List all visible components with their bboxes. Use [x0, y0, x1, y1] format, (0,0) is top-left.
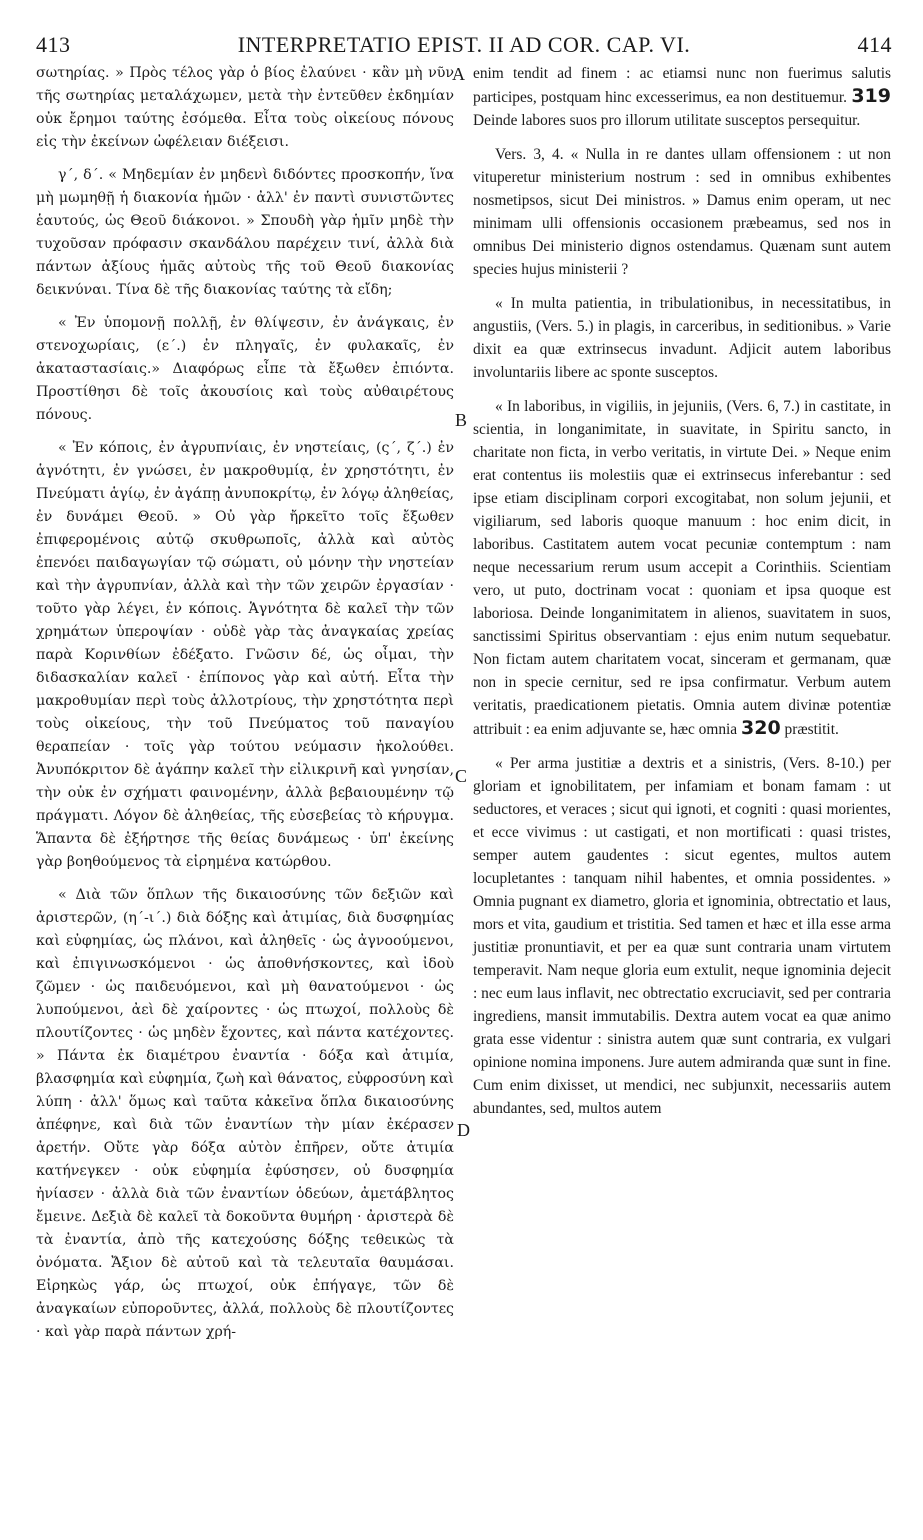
page-number-right: 414 — [857, 32, 892, 57]
latin-text: præstitit. — [784, 721, 839, 738]
greek-paragraph: « Ἐν κόποις, ἐν ἀγρυπνίαις, ἐν νηστείαις, (ς΄, ζ΄.) ἐν ἁγνότητι, ἐν γνώσει, ἐν μακροθυμίᾳ, ἐν χρηστότητι, ἐν Πνεύματι ἁγίῳ, ἐν ἀγάπῃ ἀνυποκρίτῳ, ἐν λόγῳ ἀληθείας, ἐν δυνάμει Θεοῦ. » Οὐ γὰρ ἤρκεῖτο τοῖς ἔξωθεν ἐπιφερομένοις αὐτῷ σκυθρωποῖς, ἀλλὰ καὶ αὐτὸς ἐπενόει παιδαγωγίαν τῷ σώματι, οὐ μόνην τὴν νηστείαν καὶ τὴν ἀγρυπνίαν, ἀλλὰ καὶ τὴν τῶν χειρῶν ἐργασίαν · τοῦτο γὰρ λέγει, ἐν κόποις. Ἁγνότητα δὲ καλεῖ τὴν τῶν χρημάτων ὑπεροψίαν · οὐδὲ γὰρ τὰς ἀναγκαίας χρείας παρὰ Κορινθίων ἐδέξατο. Γνῶσιν δέ, ὡς οἶμαι, τὴν διδασκαλίαν καλεῖ · ἐπίπονος γὰρ καὶ αὐτή. Εἶτα τὴν μακροθυμίαν περὶ τοὺς ἀλλοτρίους, τὴν χρηστότητα περὶ τοὺς οἰκείους, τὴν τοῦ Πνεύματος τοῦ παναγίου θεραπείαν · τοῖς γὰρ τούτου νεύμασιν ἠκολούθει. Ἀνυπόκριτον δὲ ἀγάπην καλεῖ τὴν εἰλικρινῆ καὶ γνησίαν, τὴν οὐκ ἐν σχήματι φαινομένην, ἀλλὰ βεβαιουμένην τῷ πράγματι. Λόγον δὲ ἀληθείας, τῆς εὐσεβείας τὸ κήρυγμα. Ἅπαντα δὲ ἐξήρτησε τῆς θείας δυνάμεως · ὑπ' ἐκείνης γὰρ βοηθούμενος τὰ εἰρημένα κατώρθου. — [36, 440, 454, 870]
latin-text: enim tendit ad finem : ac etiamsi nunc non fuerimus salutis participes, postquam hinc excesserimus, ea non destituemur. — [473, 65, 891, 106]
running-title: INTERPRETATIO EPIST. II AD COR. CAP. VI. — [237, 32, 691, 57]
greek-paragraph: « Διὰ τῶν ὅπλων τῆς δικαιοσύνης τῶν δεξιῶν καὶ ἀριστερῶν, (η΄-ι΄.) διὰ δόξης καὶ ἀτιμίας, διὰ δυσφημίας καὶ εὐφημίας, ὡς πλάνοι, καὶ ἀληθεῖς · ὡς ἀγνοούμενοι, καὶ ἐπιγινωσκόμενοι · ὡς ἀποθνήσκοντες, καὶ ἰδοὺ ζῶμεν · ὡς παιδευόμενοι, καὶ μὴ θανατούμενοι · ὡς λυπούμενοι, ἀεὶ δὲ χαίροντες · ὡς πτωχοί, πολλοὺς δὲ πλουτίζοντες · ὡς μηδὲν ἔχοντες, καὶ πάντα κατέχοντες. » Πάντα ἐκ διαμέτρου ἐναντία · δόξα καὶ ἀτιμία, βλασφημία καὶ εὐφημία, ζωὴ καὶ θάνατος, εὐφροσύνη καὶ λύπη · ἀλλ' ὅμως καὶ ταῦτα κἀκεῖνα ὅπλα δικαιοσύνης ἀπέφηνε, καὶ διὰ τῶν ἐναντίων τὴν μίαν ἐκέρασεν ἀρετήν. Οὔτε γὰρ δόξα αὐτὸν ἐπῆρεν, οὔτε ἀτιμία κατήνεγκεν · οὐκ εὐφημία ἐφύσησεν, οὐ δυσφημία ἠνίασεν · ἀλλὰ διὰ τῶν ἐναντίων ὁδεύων, ἀμετάβλητος ἔμεινε. Δεξιὰ δὲ καλεῖ τὰ δοκοῦντα θυμήρη · ἀριστερὰ δὲ τὰ ἐναντία, ἀπὸ τῆς κατεχούσης δόξης τεθεικὼς τὰ ὀνόματα. Ἄξιον δὲ αὐτοῦ καὶ τὰ τελευταῖα θαυμάσαι. Εἰρηκὼς γάρ, ὡς πτωχοί, οὐκ ἐπήγαγε, τῶν δὲ ἀναγκαίων εὐποροῦντες, ἀλλά, πολλοὺς δὲ πλουτίζοντες · καὶ γὰρ παρὰ πάντων χρή- — [36, 887, 454, 1340]
latin-text: « In laboribus, in vigiliis, in jejuniis, (Vers. 6, 7.) in castitate, in scientia, in longanimitate, in suavitate, in Spiritu sancto, in charitate non ficta, in verbo veritatis, in virtute Dei. » Neque enim erat contentus iis molestiis quæ ei extrinsecus inferebantur : sed ipse etiam disciplinam corpori excogitabat, non solum jejunii, et vigiliarum, sed laboris quoque manuum : hoc enim dicit, in laboribus. Castitatem autem vocat pecuniæ contemptum : nam neque necessarium rerum usum accepit a Corinthiis. Scientiam vero, ut puto, doctrinam vocat : quoniam et ipsa quoque est laboriosa. Deinde longanimitatem in alienos, suavitatem in suos, sanctissimi Spiritus observantiam : ejus enim nutum sequebatur. Non fictam autem charitatem vocat, sinceram et germanam, quæ non in specie cernitur, sed re ipsa confirmatur. Verbum autem veritatis, praedicationem pietatis. Omnia autem divinæ potentiæ attribuit : ea enim adjuvante se, hæc omnia — [473, 398, 891, 738]
margin-letter-b: B — [455, 410, 468, 430]
latin-paragraph: « Per arma justitiæ a dextris et a sinistris, (Vers. 8-10.) per gloriam et ignobilitatem, per infamiam et bonam famam : ut seductores, et veraces ; sicut qui ignoti, et cogniti : quasi morientes, et ecce vivimus : ut castigati, et non mortificati : quasi tristes, semper autem gaudentes : sicut egentes, multos autem locupletantes : tanquam nihil habentes, et omnia possidentes. » Omnia pugnant ex diametro, gloria et ignominia, obtrectatio et laus, mors et vita, gaudium et tristitia. Sed tamen et hæc et illa esse arma justitiæ pronuntiavit, et per ea quæ sunt contraria unam virtutem temperavit. Nam neque gloria eum extulit, neque ignominia dejecit : nec eum laus inflavit, nec obtrectatio excruciavit, sed per contraria ingrediens, mansit immutabilis. Dextra autem vocat ea quæ animo grata esse videntur : sinistra autem quæ sunt contraria, ex vulgari opinione nomina imponens. Jure autem admiranda quæ sunt in fine. Cum enim dixisset, ut mendici, nec subjunxit, necessariis autem abundantes, sed, multos autem — [473, 755, 891, 1117]
latin-paragraph — [473, 62, 891, 132]
page-number-left: 413 — [36, 32, 71, 57]
greek-paragraph: σωτηρίας. » Πρὸς τέλος γὰρ ὁ βίος ἐλαύνει · κἂν μὴ νῦν τῆς σωτηρίας μεταλάχωμεν, μετὰ τὴν ἐντεῦθεν ἐκδημίαν οὐκ ἔρημοι ταύτης ἐσόμεθα. Εἶτα τοὺς οἰκείους πόνους εἰς τὴν ἐκείνων ὠφέλειαν διέξεισι. — [36, 65, 454, 150]
margin-letter-c: C — [455, 766, 468, 786]
latin-paragraph: « In multa patientia, in tribulationibus, in necessitatibus, in angustiis, (Vers. 5.) in plagis, in carceribus, in seditionibus. » Varie dixit ea quæ extrinsecus invadunt. Adjicit autem laboribus involuntariis libere ac sponte susceptos. — [473, 295, 891, 381]
latin-column — [473, 62, 891, 1120]
latin-paragraph: Vers. 3, 4. « Nulla in re dantes ullam offensionem : ut non vituperetur ministerium nostrum : sed in omnibus exhibentes nosmetipsos, sicut Dei ministros. » Damus enim operam, ut nec minimam ulli offensionis occasionem præbeamus, sed nos in omnibus Dei ministerio dignos ostendamus. Quænam sunt autem species hujus ministerii ? — [473, 146, 891, 278]
latin-paragraph — [473, 395, 891, 741]
margin-letter-d: D — [457, 1120, 470, 1140]
column-number: 320 — [741, 717, 781, 739]
latin-text: Deinde labores suos pro illorum utilitate susceptos persequitur. — [473, 112, 861, 129]
greek-paragraph: « Ἐν ὑπομονῇ πολλῇ, ἐν θλίψεσιν, ἐν ἀνάγκαις, ἐν στενοχωρίαις, (ε΄.) ἐν πληγαῖς, ἐν φυλακαῖς, ἐν ἀκαταστασίαις.» Διαφόρως εἶπε τὰ ἔξωθεν ἐπιόντα. Προστίθησι δὲ τοῖς ἀκουσίοις καὶ τοὺς αὐθαιρέτους πόνους. — [36, 315, 454, 423]
column-number: 319 — [851, 85, 891, 107]
greek-paragraph: γ΄, δ΄. « Μηδεμίαν ἐν μηδενὶ διδόντες προσκοπήν, ἵνα μὴ μωμηθῇ ἡ διακονία ἡμῶν · ἀλλ' ἐν παντὶ συνιστῶντες ἑαυτούς, ὡς Θεοῦ διάκονοι. » Σπουδὴ γὰρ ἡμῖν μηδὲ τὴν τυχοῦσαν πρόφασιν σκανδάλου παρέχειν τινί, ἀλλὰ διὰ πάντων ἀξίους ἡμᾶς αὐτοὺς τῆς τοῦ Θεοῦ διακονίας δεικνύναι. Τίνα δὲ τῆς διακονίας ταύτης τὰ εἴδη; — [36, 167, 454, 298]
margin-letter-a: A — [452, 64, 465, 84]
greek-column — [36, 62, 454, 1344]
